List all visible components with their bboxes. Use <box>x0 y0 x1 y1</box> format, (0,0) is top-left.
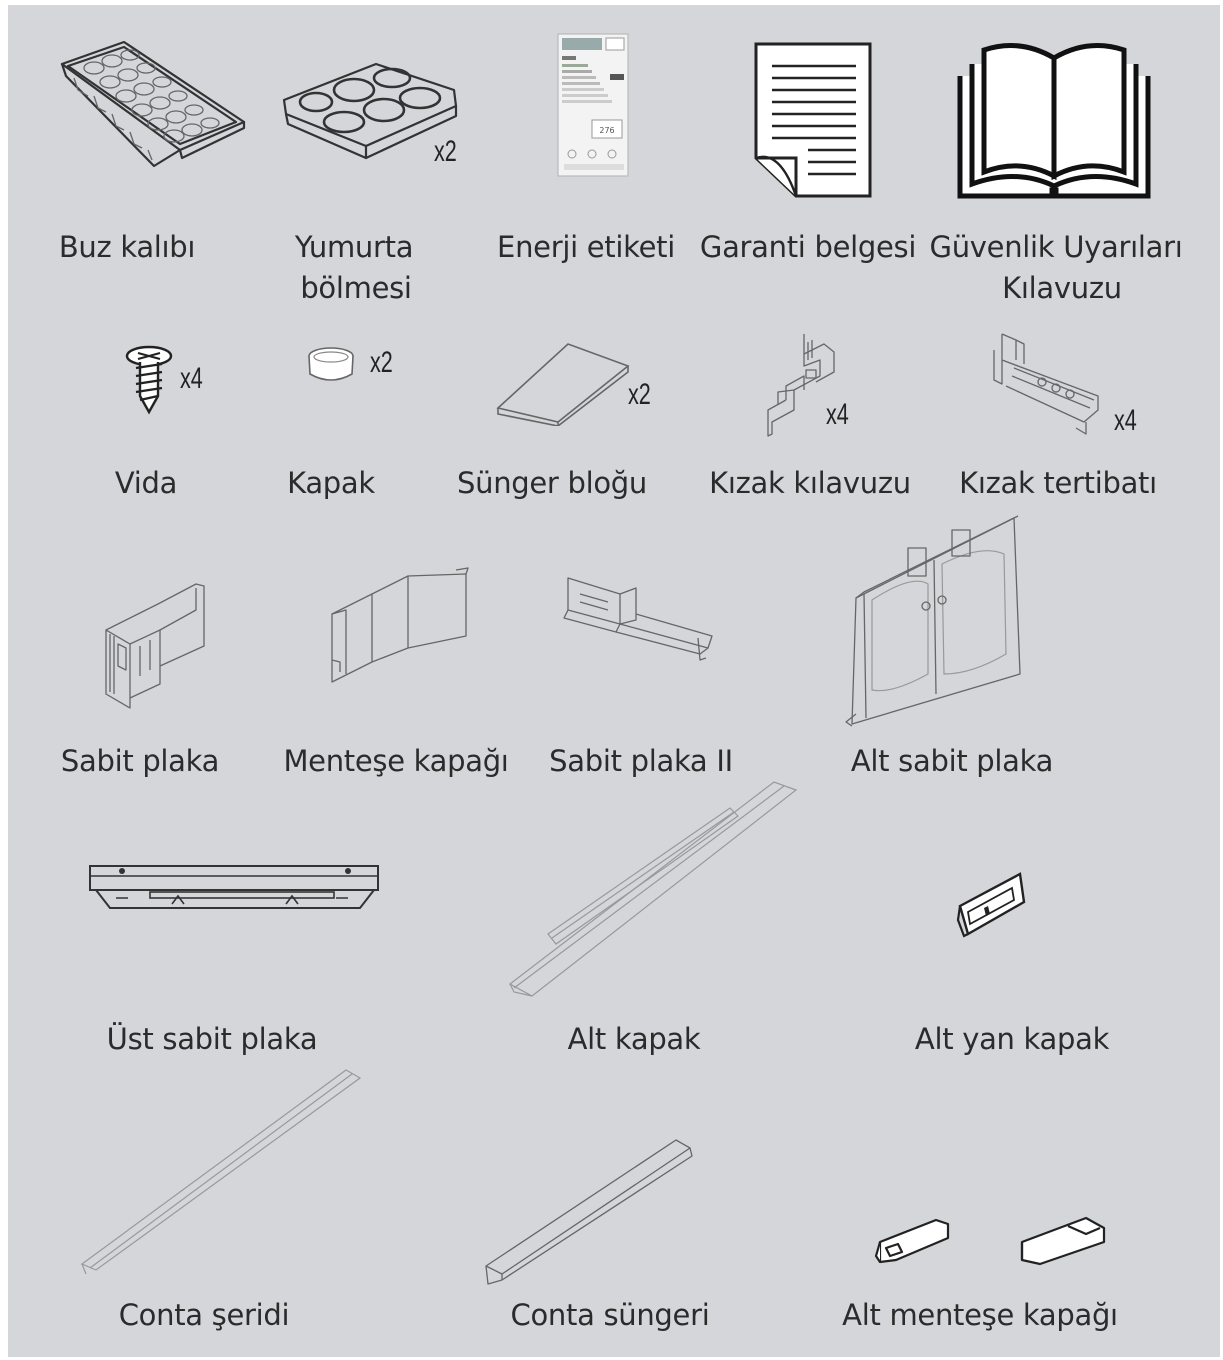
label-manual-line1: Güvenlik Uyarıları <box>929 230 1183 264</box>
label-fixed-plate-2: Sabit plaka II <box>549 744 733 778</box>
label-lower-side-cover: Alt yan kapak <box>914 1022 1110 1056</box>
label-hinge-cover: Menteşe kapağı <box>283 744 509 778</box>
screw-quantity: x4 <box>180 362 203 395</box>
label-warranty: Garanti belgesi <box>699 230 917 264</box>
cap-quantity: x2 <box>370 346 393 379</box>
seal-sponge-icon <box>480 1134 696 1288</box>
label-rail-assembly: Kızak tertibatı <box>959 466 1157 500</box>
upper-fixed-plate-icon <box>86 862 382 912</box>
cap-icon <box>306 346 356 388</box>
energy-label-value: 276 <box>599 126 615 135</box>
label-rail-guide: Kızak kılavuzu <box>709 466 911 500</box>
label-manual-line2: Kılavuzu <box>1002 271 1122 305</box>
label-ice-tray: Buz kalıbı <box>58 230 196 264</box>
energy-label-icon <box>556 32 632 180</box>
lower-hinge-cover-icon <box>872 1212 1112 1272</box>
manual-book-icon <box>956 40 1152 200</box>
screw-icon <box>124 344 174 416</box>
label-fixed-plate: Sabit plaka <box>60 744 220 778</box>
label-lower-cover: Alt kapak <box>567 1022 701 1056</box>
lower-side-cover-icon <box>954 866 1028 940</box>
label-cap: Kapak <box>287 466 375 500</box>
sponge-quantity: x2 <box>628 378 651 411</box>
rail-guide-quantity: x4 <box>826 398 849 431</box>
warranty-document-icon <box>750 40 875 202</box>
label-seal-strip: Conta şeridi <box>118 1298 290 1332</box>
hinge-cover-icon <box>326 566 476 684</box>
rail-assembly-icon <box>986 330 1116 440</box>
lower-fixed-plate-icon <box>842 514 1032 728</box>
egg-tray-quantity: x2 <box>434 135 457 168</box>
label-egg-tray-line2: bölmesi <box>300 271 412 305</box>
fixed-plate-icon <box>100 574 212 714</box>
fixed-plate-2-icon <box>560 574 720 664</box>
sponge-block-icon <box>494 340 634 426</box>
label-lower-hinge-cover: Alt menteşe kapağı <box>842 1298 1118 1332</box>
ice-tray-icon <box>58 38 248 173</box>
label-screw: Vida <box>114 466 178 500</box>
label-energy: Enerji etiketi <box>497 230 675 264</box>
label-sponge: Sünger bloğu <box>457 466 647 500</box>
seal-strip-icon <box>76 1064 366 1278</box>
egg-tray-icon <box>280 58 460 168</box>
label-seal-sponge: Conta süngeri <box>510 1298 710 1332</box>
label-egg-tray-line1: Yumurta <box>294 230 414 264</box>
lower-cover-icon <box>504 778 804 1004</box>
rail-assembly-quantity: x4 <box>1114 404 1137 437</box>
label-upper-fixed-plate: Üst sabit plaka <box>106 1022 318 1056</box>
label-lower-fixed-plate: Alt sabit plaka <box>850 744 1054 778</box>
